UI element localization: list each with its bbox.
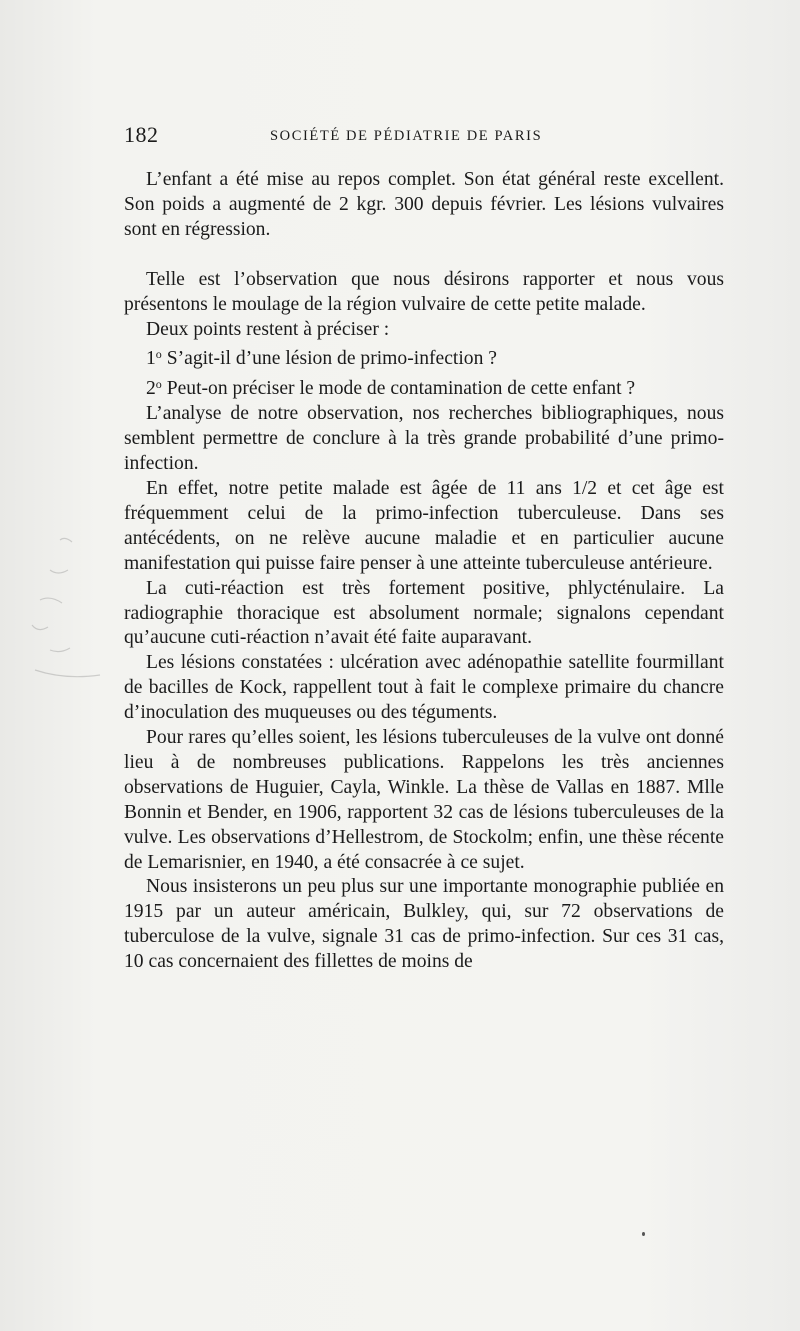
page-number: 182 bbox=[124, 122, 159, 147]
paragraph: La cuti-réaction est très fortement positive, phlycténulaire. La radiographie thoracique est absolument normale; signalons cependant qu’aucune cuti-réaction n’avait été faite auparavant. bbox=[124, 577, 724, 649]
list-item bbox=[124, 372, 724, 402]
body-text bbox=[124, 168, 724, 975]
paragraph: Pour rares qu’elles soient, les lésions tuberculeuses de la vulve ont donné lieu à de nombreuses publications. Rappelons les très anciennes observations de Huguier, Cayla, Winkle. La thèse de Vallas en 1887. Mlle Bonnin et Bender, en 1906, rapportent 32 cas de lésions tuberculeuses de la vulve. Les observations d’Hellestrom, de Stockolm; enfin, une thèse récente de Lemarisnier, en 1940, a été consacrée à ce sujet. bbox=[124, 727, 724, 873]
ordinal-mark: o bbox=[155, 377, 162, 392]
paragraph: L’enfant a été mise au repos complet. Son état général reste excellent. Son poids a augmenté de 2 kgr. 300 depuis février. Les lésions vulvaires sont en régression. bbox=[124, 169, 724, 240]
list-item-text: Peut-on préciser le mode de contamination de cette enfant ? bbox=[166, 378, 636, 400]
paragraph: Telle est l’observation que nous désirons rapporter et nous vous présentons le moulage de la région vulvaire de cette petite malade. bbox=[124, 268, 724, 315]
list-item-text: S’agit-il d’une lésion de primo-infection ? bbox=[166, 348, 497, 370]
ordinal-mark: o bbox=[155, 347, 162, 362]
ink-bleed-mark bbox=[20, 530, 115, 705]
print-speck bbox=[642, 1232, 645, 1236]
list-item bbox=[124, 342, 724, 372]
paragraph: L’analyse de notre observation, nos recherches bibliographiques, nous semblent permettre de conclure à la très grande probabilité d’une primo-infection. bbox=[124, 403, 724, 475]
running-head: SOCIÉTÉ DE PÉDIATRIE DE PARIS bbox=[270, 128, 543, 144]
list-number: 1 bbox=[146, 348, 156, 370]
paragraph: Les lésions constatées : ulcération avec adénopathie satellite fourmillant de bacilles de Kock, rappellent tout à fait le complexe primaire du chancre d’inoculation des muqueuses ou des téguments. bbox=[124, 652, 724, 724]
page-header bbox=[124, 122, 724, 152]
paragraph: Deux points restent à préciser : bbox=[146, 318, 390, 340]
list-number: 2 bbox=[146, 378, 156, 400]
paragraph: Nous insisterons un peu plus sur une importante monographie publiée en 1915 par un auteur américain, Bulkley, qui, sur 72 observations de tuberculose de la vulve, signale 31 cas de primo-infection. Sur ces 31 cas, 10 cas concernaient des fillettes de moins de bbox=[124, 876, 724, 973]
paragraph: En effet, notre petite malade est âgée de 11 ans 1/2 et cet âge est fréquemment celui de la primo-infection tuberculeuse. Dans ses antécédents, on ne relève aucune maladie et en particulier aucune manifestation qui puisse faire penser à une atteinte tuberculeuse antérieure. bbox=[124, 477, 724, 574]
